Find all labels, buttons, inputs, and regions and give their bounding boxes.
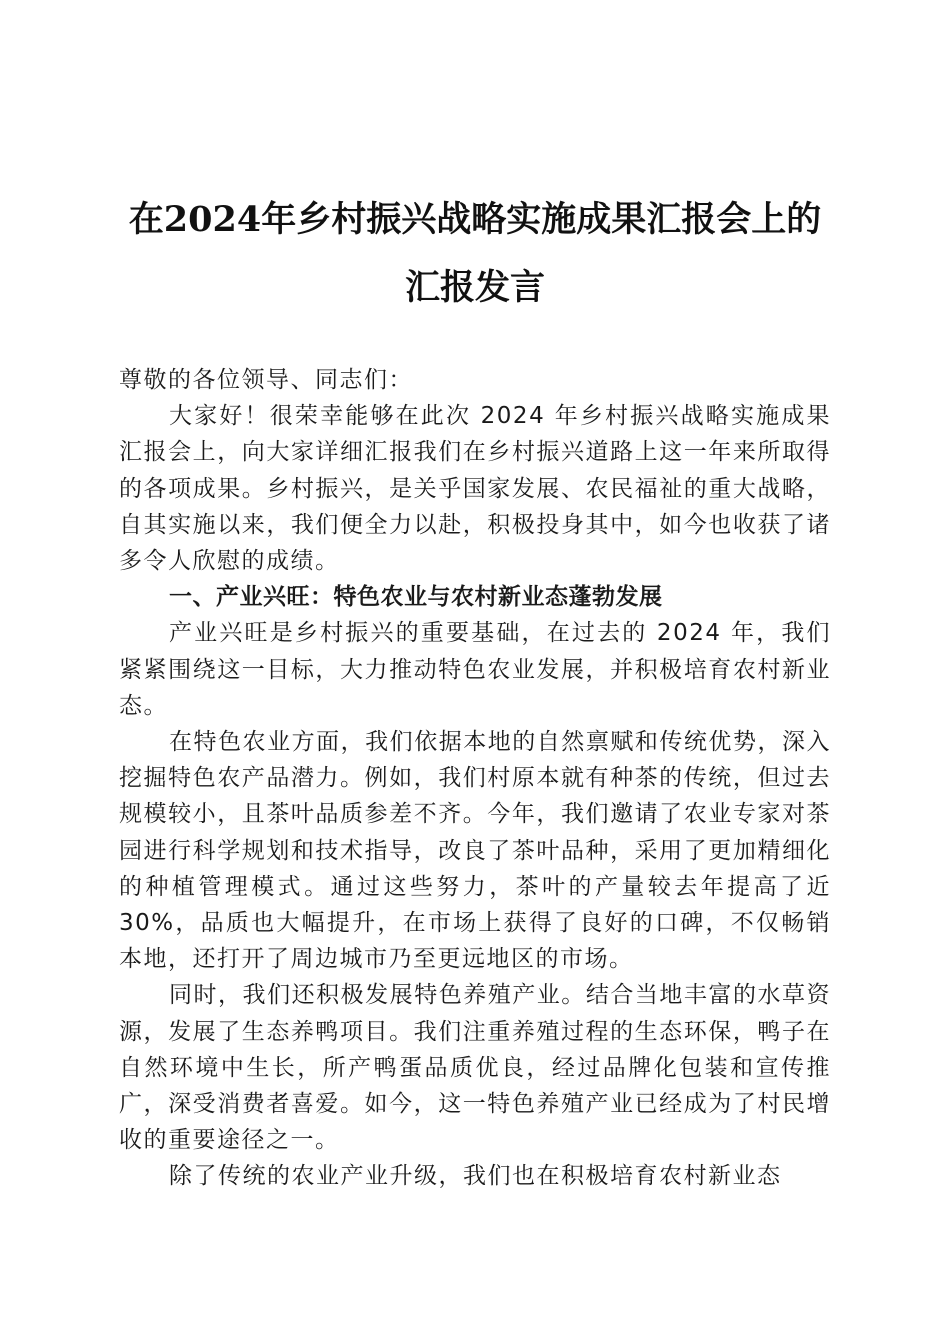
- paragraph-specialty-agriculture: 在特色农业方面，我们依据本地的自然禀赋和传统优势，深入挖掘特色农产品潜力。例如，我们村原本就有种茶的传统，但过去规模较小，且茶叶品质参差不齐。今年，我们邀请了农业专家对茶园进行科学规划和技术指导，改良了茶叶品种，采用了更加精细化的种植管理模式。通过这些努力，茶叶的产量较去年提高了近 30%，品质也大幅提升，在市场上获得了良好的口碑，不仅畅销本地，还打开了周边城市乃至更远地区的市场。: [119, 729, 831, 973]
- paragraph-specialty-breeding: 同时，我们还积极发展特色养殖产业。结合当地丰富的水草资源，发展了生态养鸭项目。我们注重养殖过程的生态环保，鸭子在自然环境中生长，所产鸭蛋品质优良，经过品牌化包装和宣传推广，深受消费者喜爱。如今，这一特色养殖产业已经成为了村民增收的重要途径之一。: [119, 982, 831, 1154]
- document-title-line-1: 在2024年乡村振兴战略实施成果汇报会上的: [128, 199, 822, 240]
- document-title-line-2: 汇报发言: [404, 267, 545, 308]
- salutation: 尊敬的各位领导、同志们：: [119, 367, 413, 393]
- document-body: [119, 362, 831, 1195]
- section-heading-1: 一、产业兴旺：特色农业与农村新业态蓬勃发展: [169, 584, 663, 611]
- paragraph-intro: 大家好！很荣幸能够在此次 2024 年乡村振兴战略实施成果汇报会上，向大家详细汇报我们在乡村振兴道路上这一年来所取得的各项成果。乡村振兴，是关乎国家发展、农民福祉的重大战略，自其实施以来，我们便全力以赴，积极投身其中，如今也收获了诸多令人欣慰的成绩。: [119, 403, 831, 575]
- paragraph-new-business: 除了传统的农业产业升级，我们也在积极培育农村新业态: [169, 1163, 782, 1190]
- paragraph-industry-overview: 产业兴旺是乡村振兴的重要基础，在过去的 2024 年，我们紧紧围绕这一目标，大力推动特色农业发展，并积极培育农村新业态。: [119, 620, 831, 719]
